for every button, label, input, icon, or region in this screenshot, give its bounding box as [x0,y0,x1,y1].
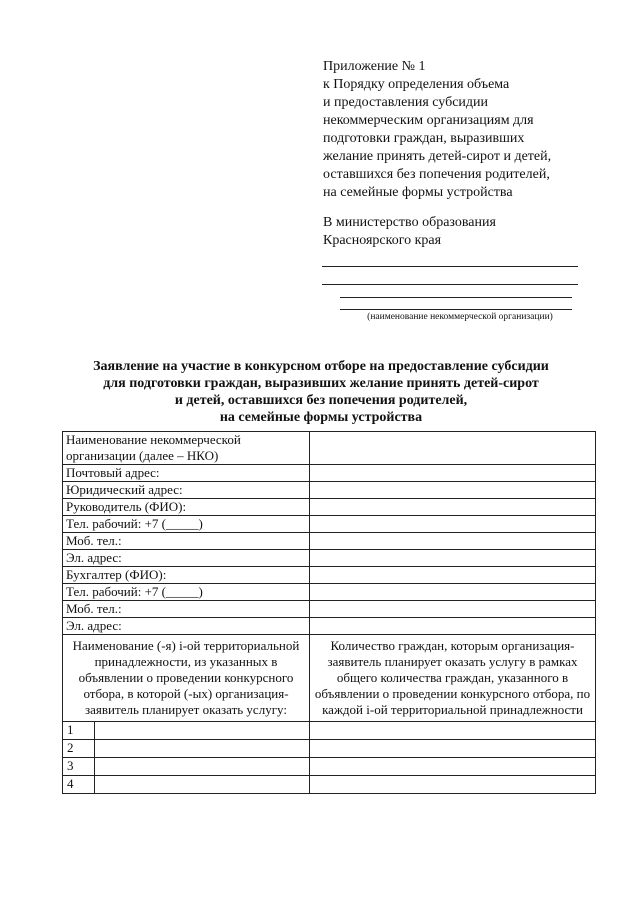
appendix-line: желание принять детей-сирот и детей, [323,149,552,164]
row-number: 4 [63,776,95,794]
appendix-line: к Порядку определения объема [323,77,510,92]
row-label: Юридический адрес: [63,482,310,499]
territory-cell[interactable] [94,740,309,758]
value-cell[interactable] [310,465,596,482]
row-label: Наименование некоммерческой организации (далее – НКО) [63,432,310,465]
appendix-line: оставшихся без попечения родителей, [323,167,550,182]
count-header: Количество граждан, которым организация-заявитель планирует оказать услугу в рамках общего количества граждан, указанного в объявлении о проведении конкурсного отбора, по каждой i-ой территориальной принадлежности [310,635,596,722]
appendix-line: на семейные формы устройства [323,185,513,200]
row-label: Моб. тел.: [63,601,310,618]
row-label: Моб. тел.: [63,533,310,550]
row-label: Руководитель (ФИО): [63,499,310,516]
row-label: Эл. адрес: [63,618,310,635]
territory-header: Наименование (-я) i-ой территориальной принадлежности, из указанных в объявлении о проведении конкурсного отбора, в которой (-ых) организация-заявитель планирует оказать услугу: [63,635,310,722]
territory-cell[interactable] [94,758,309,776]
title-line: для подготовки граждан, выразивших желание принять детей-сирот [103,376,539,391]
title-line: и детей, оставшихся без попечения родителей, [174,393,468,408]
appendix-line: подготовки граждан, выразивших [323,131,525,146]
value-cell[interactable] [310,618,596,635]
row-label: Тел. рабочий: +7 (_____) [63,516,310,533]
title-line: Заявление на участие в конкурсном отборе на предоставление субсидии [93,359,549,374]
appendix-line: некоммерческим организациям для [323,113,534,128]
count-cell[interactable] [310,740,596,758]
fill-line[interactable] [340,297,572,298]
addressee-line: Красноярского края [323,233,442,248]
fill-line[interactable] [322,284,578,285]
value-cell[interactable] [310,432,596,465]
row-label: Тел. рабочий: +7 (_____) [63,584,310,601]
application-table [62,431,596,794]
value-cell[interactable] [310,482,596,499]
count-cell[interactable] [310,758,596,776]
fill-line[interactable] [322,266,578,267]
row-label: Эл. адрес: [63,550,310,567]
title-line: на семейные формы устройства [219,410,423,425]
value-cell[interactable] [310,533,596,550]
row-number: 3 [63,758,95,776]
row-number: 2 [63,740,95,758]
row-label: Бухгалтер (ФИО): [63,567,310,584]
row-label: Почтовый адрес: [63,465,310,482]
org-name-caption: (наименование некоммерческой организации) [367,312,553,322]
value-cell[interactable] [310,499,596,516]
count-cell[interactable] [310,722,596,740]
value-cell[interactable] [310,567,596,584]
territory-cell[interactable] [94,776,309,794]
document-title [60,358,582,426]
value-cell[interactable] [310,601,596,618]
appendix-line: и предоставления субсидии [323,95,489,110]
appendix-block [323,58,623,202]
row-number: 1 [63,722,95,740]
addressee-block [323,214,623,250]
addressee-line: В министерство образования [323,215,496,230]
count-cell[interactable] [310,776,596,794]
value-cell[interactable] [310,516,596,533]
value-cell[interactable] [310,584,596,601]
territory-cell[interactable] [94,722,309,740]
fill-line[interactable] [340,309,572,310]
appendix-line: Приложение № 1 [323,59,426,74]
value-cell[interactable] [310,550,596,567]
